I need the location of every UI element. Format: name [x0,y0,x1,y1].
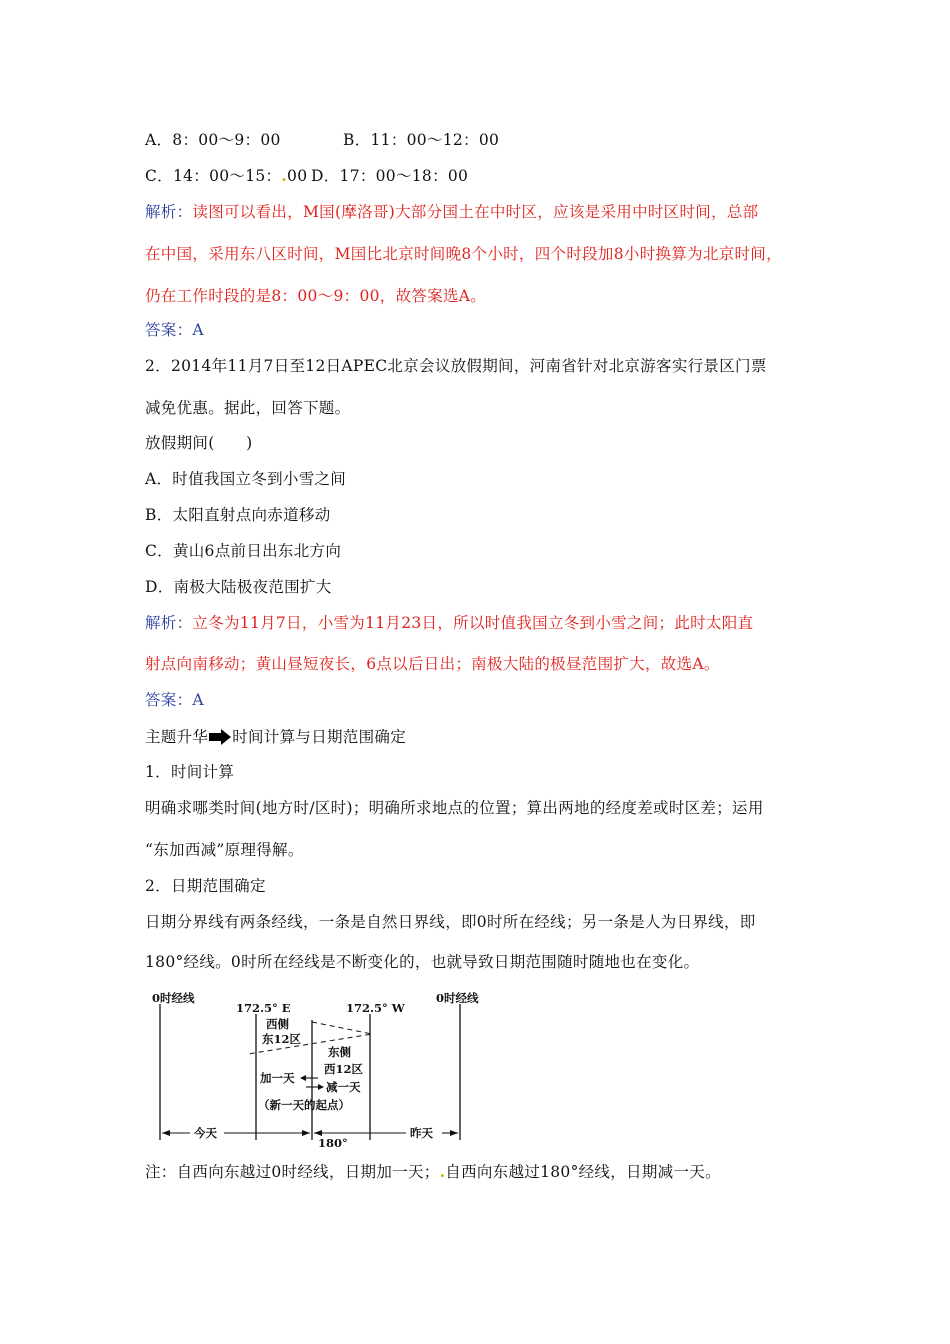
section-2-line-2: 180°经线。0时所在经线是不断变化的，也就导致日期范围随时随地也在变化。 [145,953,700,971]
dot-mark: . [281,166,288,185]
note [145,1160,721,1182]
label-172-5-w: 172.5° W [346,1001,405,1015]
label-east-side: 东侧 [328,1045,351,1059]
section-2-line-1: 日期分界线有两条经线，一条是自然日界线，即0时所在经线；另一条是人为日界线，即 [145,913,756,931]
label-yesterday: 昨天 [410,1126,433,1140]
arrow-right-head-icon [318,1084,324,1090]
topic-prefix: 主题升华 [145,728,209,746]
topic-heading [145,725,406,747]
analysis-1-line-1 [145,200,758,222]
right-arrow-icon [209,729,231,745]
section-1-heading: 1．时间计算 [145,763,235,781]
label-east-12: 东12区 [262,1032,302,1046]
section-1-line-2: “东加西减”原理得解。 [145,841,304,859]
label-zero-right: 0时经线 [436,991,479,1005]
q2-option-c: C．黄山6点前日出东北方向 [145,542,342,560]
analysis-text: 立冬为11月7日，小雪为11月23日，所以时值我国立冬到小雪之间；此时太阳直 [192,614,754,632]
section-1-line-1: 明确求哪类时间(地方时/区时)；明确所求地点的位置；算出两地的经度差或时区差；运用 [145,799,764,817]
analysis-1-line-3: 仍在工作时段的是8：00～9：00，故答案选A。 [145,287,487,305]
q2-option-d: D．南极大陆极夜范围扩大 [145,578,332,596]
yesterday-arrow-head-icon [450,1130,458,1136]
answer-2: 答案：A [145,691,204,709]
note-part-1: 注：自西向东越过0时经线，日期加一天； [145,1163,440,1181]
question-2-stem-2: 减免优惠。据此，回答下题。 [145,399,351,417]
label-west-side: 西侧 [266,1017,289,1031]
label-180: 180° [318,1136,348,1148]
option-b: B．11：00～12：00 [343,131,500,149]
analysis-label: 解析： [145,614,193,632]
analysis-2-line-2: 射点向南移动；黄山昼短夜长，6点以后日出；南极大陆的极昼范围扩大，故选A。 [145,655,720,673]
label-zero-left: 0时经线 [152,991,195,1005]
q2-option-b: B．太阳直射点向赤道移动 [145,506,331,524]
label-new-day-start: （新一天的起点） [258,1098,350,1112]
option-c [145,164,307,186]
label-sub-day: 减一天 [326,1080,361,1094]
section-2-heading: 2．日期范围确定 [145,877,266,895]
arrow-left-head-icon [300,1075,306,1081]
analysis-1-line-2: 在中国，采用东八区时间，M国比北京时间晚8个小时，四个时段加8小时换算为北京时间， [145,245,782,263]
option-c-text-end: 00 [287,167,308,185]
analysis-text: 读图可以看出，M国(摩洛哥)大部分国土在中时区，应该是采用中时区时间，总部 [192,203,759,221]
label-today: 今天 [194,1126,217,1140]
today-right-head-icon [302,1130,310,1136]
q2-option-a: A．时值我国立冬到小雪之间 [145,470,347,488]
date-line-diagram [140,990,480,1148]
label-west-12: 西12区 [324,1062,364,1076]
option-c-text: C．14：00～15： [145,167,282,185]
option-a: A．8：00～9：00 [145,131,281,149]
today-arrow-head-icon [162,1130,170,1136]
label-172-5-e: 172.5° E [236,1001,291,1015]
note-part-2: 自西向东越过180°经线，日期减一天。 [445,1163,721,1181]
option-d: D．17：00～18：00 [311,167,469,185]
answer-1: 答案：A [145,321,204,339]
analysis-2-line-1 [145,611,753,633]
label-add-day: 加一天 [260,1071,295,1085]
dot-mark: . [439,1162,446,1181]
question-2-prompt: 放假期间( ) [145,434,253,452]
analysis-label: 解析： [145,203,193,221]
question-2-stem-1: 2．2014年11月7日至12日APEC北京会议放假期间，河南省针对北京游客实行景区门票 [145,357,767,375]
topic-title: 时间计算与日期范围确定 [232,728,407,746]
